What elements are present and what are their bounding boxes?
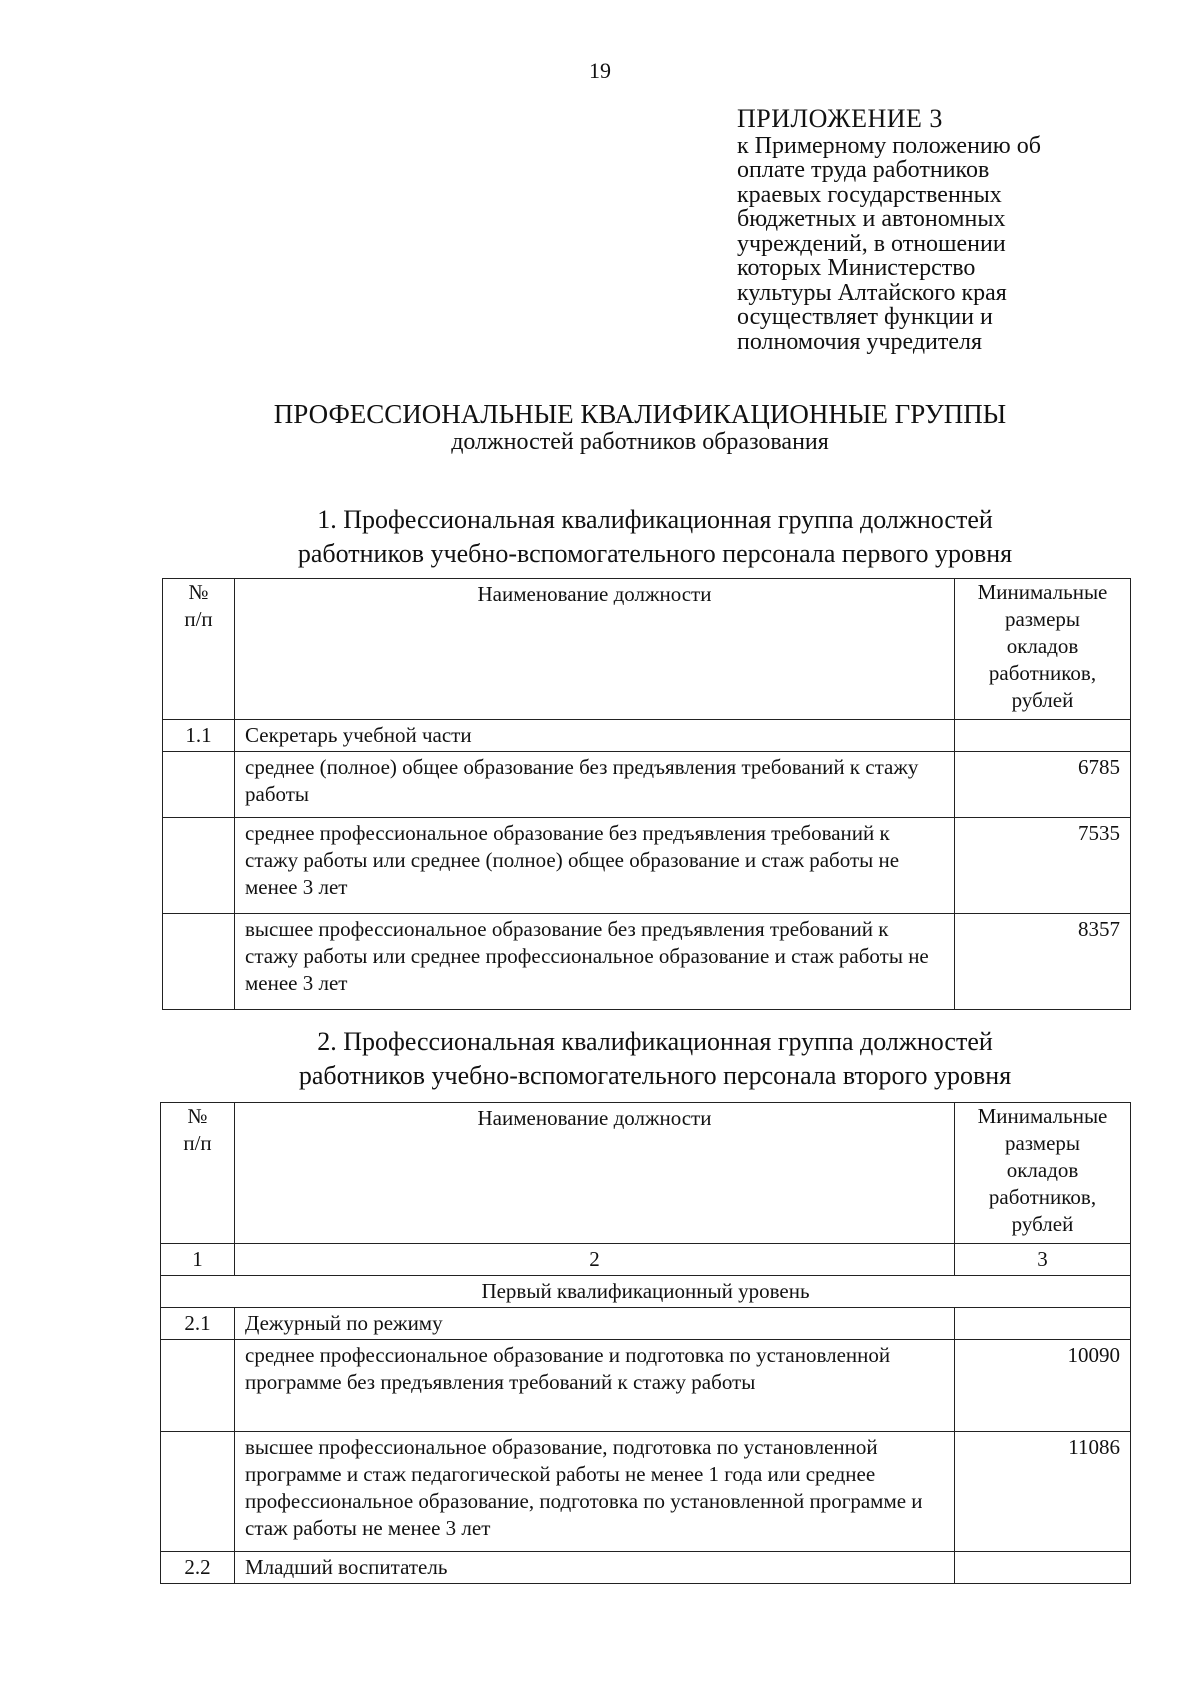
empty-cell: [161, 1340, 235, 1432]
section2-title-line2: работников учебно-вспомогательного персонала второго уровня: [298, 1061, 1012, 1090]
table-header-row: [161, 1103, 1131, 1244]
column-number: 1: [161, 1244, 235, 1276]
table-row: [161, 1552, 1131, 1584]
appendix-line: которых Министерство: [737, 255, 976, 281]
header-name: Наименование должности: [235, 579, 955, 720]
table-row: [163, 752, 1131, 818]
section2-table: [160, 1102, 1131, 1584]
position-number: 2.2: [161, 1552, 235, 1584]
position-name: Младший воспитатель: [235, 1552, 955, 1584]
appendix-line: осуществляет функции и: [737, 304, 993, 330]
header-num: № п/п: [161, 1103, 235, 1244]
salary-value: 6785: [955, 752, 1131, 818]
column-number: 3: [955, 1244, 1131, 1276]
level-row: [161, 1276, 1131, 1308]
appendix-line: полномочия учредителя: [737, 328, 983, 355]
salary-value: 10090: [955, 1340, 1131, 1432]
appendix-line: краевых государственных: [737, 181, 1002, 208]
appendix-block: [737, 104, 1177, 355]
empty-cell: [955, 720, 1131, 752]
appendix-line: к Примерному положению об: [737, 132, 1041, 159]
section1-table: [162, 578, 1131, 1010]
empty-cell: [955, 1552, 1131, 1584]
salary-value: 11086: [955, 1432, 1131, 1552]
document-title: [0, 400, 1200, 456]
header-salary: Минимальные размеры окладов работников, рублей: [955, 1103, 1131, 1244]
position-name: Дежурный по режиму: [235, 1308, 955, 1340]
section1-title-line2: работников учебно-вспомогательного персонала первого уровня: [297, 539, 1013, 568]
table-row: [163, 914, 1131, 1010]
salary-value: 7535: [955, 818, 1131, 914]
header-salary: Минимальные размеры окладов работников, рублей: [955, 579, 1131, 720]
table-row: [161, 1432, 1131, 1552]
empty-cell: [163, 914, 235, 1010]
table-row: [163, 818, 1131, 914]
empty-cell: [955, 1308, 1131, 1340]
position-number: 2.1: [161, 1308, 235, 1340]
empty-cell: [163, 818, 235, 914]
page-number: 19: [589, 58, 611, 83]
position-number: 1.1: [163, 720, 235, 752]
table-row: [163, 720, 1131, 752]
requirement-text: среднее профессиональное образование без предъявления требований к стажу работы или среднее (полное) общее образование и стаж работы не менее 3 лет: [235, 818, 955, 914]
table-row: [161, 1308, 1131, 1340]
table-header-row: [163, 579, 1131, 720]
level-label: Первый квалификационный уровень: [161, 1276, 1131, 1308]
header-name: Наименование должности: [235, 1103, 955, 1244]
position-name: Секретарь учебной части: [235, 720, 955, 752]
appendix-line: бюджетных и автономных: [737, 206, 1006, 232]
appendix-line: оплате труда работников: [737, 157, 990, 183]
table-row: [161, 1340, 1131, 1432]
requirement-text: высшее профессиональное образование, подготовка по установленной программе и стаж педагогической работы не менее 1 года или среднее профессиональное образование, подготовка по установленной программе и стаж работы не менее 3 лет: [235, 1432, 955, 1552]
header-num: № п/п: [163, 579, 235, 720]
salary-value: 8357: [955, 914, 1131, 1010]
column-number: 2: [235, 1244, 955, 1276]
requirement-text: среднее (полное) общее образование без предъявления требований к стажу работы: [235, 752, 955, 818]
section2-title: [160, 1025, 1150, 1093]
requirement-text: среднее профессиональное образование и подготовка по установленной программе без предъявления требований к стажу работы: [235, 1340, 955, 1432]
document-title-main: ПРОФЕССИОНАЛЬНЫЕ КВАЛИФИКАЦИОННЫЕ ГРУППЫ: [273, 399, 1007, 429]
section1-title: [160, 503, 1150, 571]
section1-title-line1: 1. Профессиональная квалификационная группа должностей: [317, 505, 993, 534]
appendix-line: учреждений, в отношении: [737, 230, 1006, 257]
appendix-heading: ПРИЛОЖЕНИЕ 3: [737, 104, 943, 133]
empty-cell: [161, 1432, 235, 1552]
empty-cell: [163, 752, 235, 818]
requirement-text: высшее профессиональное образование без предъявления требований к стажу работы или среднее профессиональное образование и стаж работы не менее 3 лет: [235, 914, 955, 1010]
appendix-line: культуры Алтайского края: [737, 279, 1007, 306]
column-number-row: [161, 1244, 1131, 1276]
section2-title-line1: 2. Профессиональная квалификационная группа должностей: [317, 1027, 993, 1056]
document-title-subtitle: должностей работников образования: [451, 429, 829, 455]
